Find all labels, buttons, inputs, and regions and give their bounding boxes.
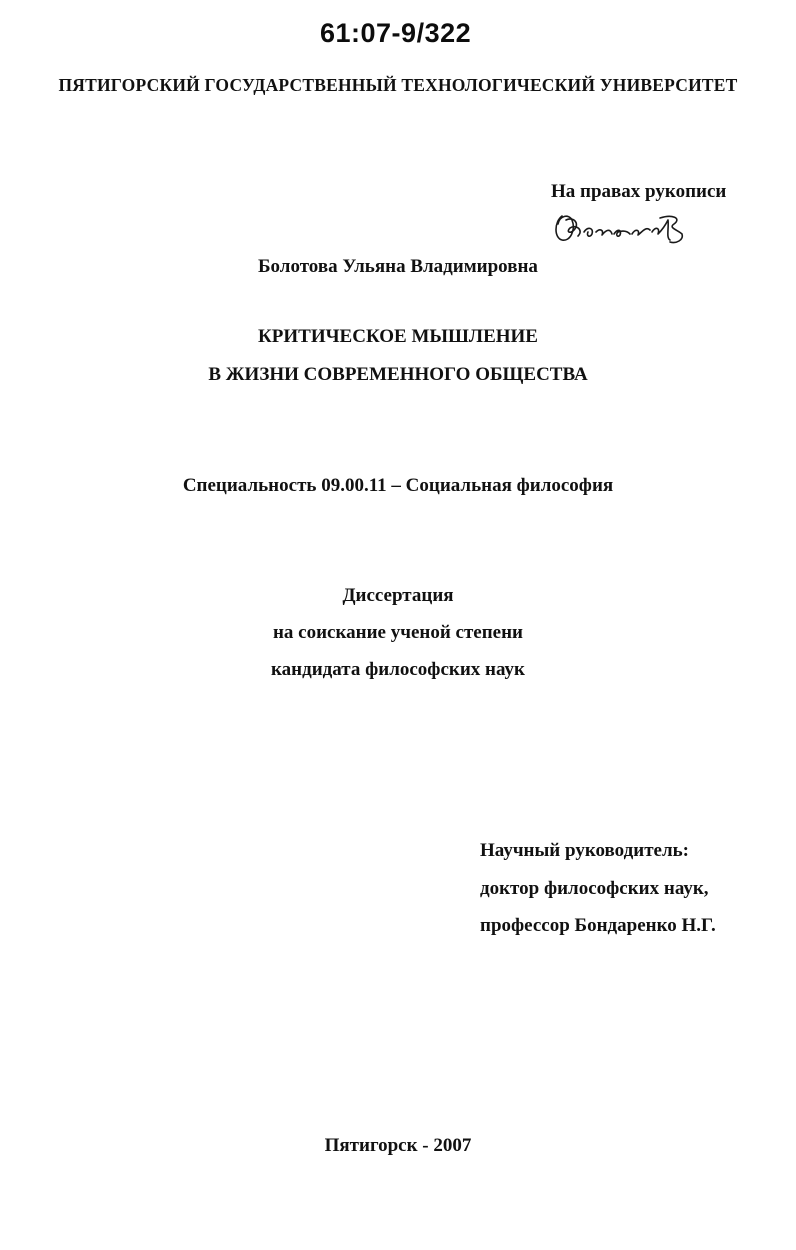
degree-line-2: на соискание ученой степени: [272, 622, 523, 643]
degree-line-3: кандидата философских наук: [271, 659, 525, 680]
city-year: Пятигорск - 2007: [324, 1135, 472, 1156]
advisor-name: профессор Бондаренко Н.Г.: [480, 915, 716, 936]
advisor-degree: доктор философских наук,: [480, 878, 709, 899]
catalog-code: 61:07-9/322: [320, 18, 472, 48]
university-name: ПЯТИГОРСКИЙ ГОСУДАРСТВЕННЫЙ ТЕХНОЛОГИЧЕСКИЙ УНИВЕРСИТЕТ: [58, 75, 738, 95]
rights-note: На правах рукописи: [551, 181, 727, 202]
degree-line-1: Диссертация: [342, 585, 454, 606]
signature-icon: [548, 204, 698, 254]
specialty: Специальность 09.00.11 – Социальная философия: [182, 475, 614, 496]
dissertation-title-line-2: В ЖИЗНИ СОВРЕМЕННОГО ОБЩЕСТВА: [208, 364, 588, 385]
author-name: Болотова Ульяна Владимировна: [258, 256, 538, 277]
dissertation-title-line-1: КРИТИЧЕСКОЕ МЫШЛЕНИЕ: [258, 326, 538, 347]
advisor-label: Научный руководитель:: [480, 840, 689, 861]
